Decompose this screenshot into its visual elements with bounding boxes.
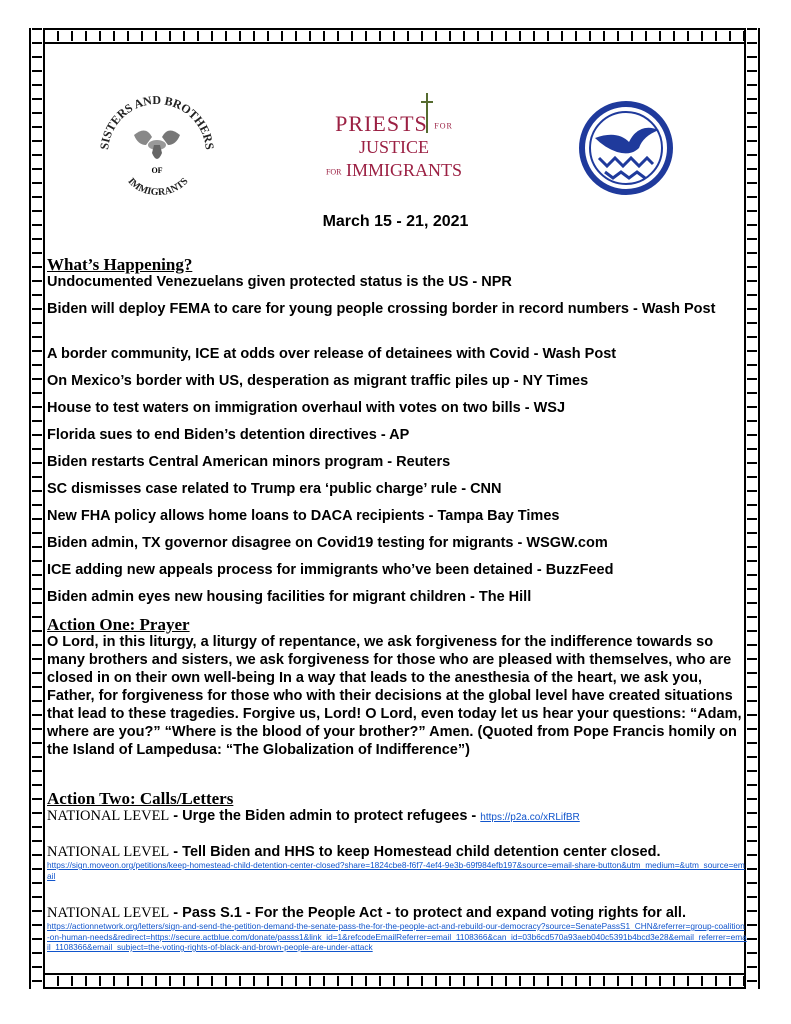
news-item[interactable]: Biden will deploy FEMA to care for young people crossing border in record numbers - Wash Post <box>47 301 716 317</box>
homestead-petition-link[interactable]: https://sign.moveon.org/petitions/keep-homestead-child-detention-center-closed?share=1824cbe8-f6f7-4ef4-9e3b-69f984efb197&source=email-share-button&utm_medium=&utm_source=email <box>47 860 745 881</box>
call-link[interactable]: https://p2a.co/xRLifBR <box>480 812 580 823</box>
priests-for-justice-logo <box>316 93 472 188</box>
news-item[interactable]: Undocumented Venezuelans given protected status is the US - NPR <box>47 274 512 290</box>
news-item[interactable]: Biden admin eyes new housing facilities for migrant children - The Hill <box>47 589 532 605</box>
logo2-line2: JUSTICE <box>358 137 429 157</box>
logo1-text-bottom: IMMIGRANTS <box>125 175 191 195</box>
logo2-for1: FOR <box>434 121 453 131</box>
hands-circle-icon <box>94 95 220 195</box>
logo1-text-top: SISTERS AND BROTHERS <box>97 95 217 151</box>
action-one-heading: Action One: Prayer <box>47 615 190 634</box>
svg-text:IMMIGRANTS <box>126 176 191 195</box>
logo2-for2: FOR <box>325 167 342 177</box>
voting-rights-petition-link[interactable]: https://actionnetwork.org/letters/sign-and-send-the-petition-demand-the-senate-pass-the-for-the-people-act-and-rebuild-our-democracy?source=SenatePassS1_CHN&referrer=group-coalition-on-human-needs&redirect=https://secure.actblue.com/donate/passs1&link_id=1&refcodeEmailReferrer=email_1108366&can_id=03b6cd570a93aeb040c5391b4bcd3e28&email_referrer=email_1108366&email_subject=the-voting-rights-of-black-and-brown-people-are-under-attack <box>47 921 747 952</box>
call-level: NATIONAL LEVEL <box>47 808 170 824</box>
news-item[interactable]: ICE adding new appeals process for immigrants who’ve been detained - BuzzFeed <box>47 562 614 578</box>
border-bottom <box>29 973 760 989</box>
dove-globe-logo <box>577 100 675 196</box>
date-range: March 15 - 21, 2021 <box>322 213 469 230</box>
border-top <box>29 28 760 44</box>
call-text: Urge the Biden admin to protect refugees - <box>182 808 477 824</box>
news-item[interactable]: On Mexico’s border with US, desperation as migrant traffic piles up - NY Times <box>47 373 589 389</box>
call-text: Tell Biden and HHS to keep Homestead child detention center closed. <box>182 844 661 860</box>
logo2-line3: IMMIGRANTS <box>346 160 463 180</box>
prayer-text: O Lord, in this liturgy, a liturgy of repentance, we ask forgiveness for the indifference towards so many brothers and sisters, we ask forgiveness for those who are pleased with themselves, who are closed in on their own well-being In a way that leads to the anesthesia of the heart, we ask you, Father, for forgiveness for those who with their decisions at the global level have created situations that lead to these tragedies. Forgive us, Lord! O Lord, even today let us hear your questions: “Adam, where are you?” “Where is the blood of your brother?” Amen. (Quoted from Pope Francis homily on the Island of Lampedusa: “The Globalization of Indifference”) <box>47 634 742 758</box>
news-item[interactable]: A border community, ICE at odds over release of detainees with Covid - Wash Post <box>47 346 617 362</box>
call-text: Pass S.1 - For the People Act - to protect and expand voting rights for all. <box>182 905 686 921</box>
news-item[interactable]: New FHA policy allows home loans to DACA recipients - Tampa Bay Times <box>47 508 560 524</box>
news-item[interactable]: Florida sues to end Biden’s detention directives - AP <box>47 427 410 443</box>
news-item[interactable]: Biden admin, TX governor disagree on Covid19 testing for migrants - WSGW.com <box>47 535 608 551</box>
call-level: NATIONAL LEVEL <box>47 905 170 921</box>
whats-happening-heading: What’s Happening? <box>47 255 193 274</box>
call-level: NATIONAL LEVEL <box>47 844 170 860</box>
news-item[interactable]: House to test waters on immigration overhaul with votes on two bills - WSJ <box>47 400 566 416</box>
call-item-voting-rights: NATIONAL LEVEL - Pass S.1 - For the People Act - to protect and expand voting rights for all. <box>47 905 686 921</box>
dove-globe-icon <box>577 100 675 196</box>
logo2-line1: PRIESTS <box>335 111 428 136</box>
call-item-refugees: NATIONAL LEVEL - Urge the Biden admin to protect refugees - https://p2a.co/xRLifBR <box>47 808 580 824</box>
sisters-brothers-logo <box>94 95 220 195</box>
border-left <box>29 28 45 989</box>
logo1-text-of: OF <box>151 166 163 175</box>
call-item-homestead: NATIONAL LEVEL - Tell Biden and HHS to keep Homestead child detention center closed. <box>47 844 661 860</box>
action-two-heading: Action Two: Calls/Letters <box>47 789 234 808</box>
news-item[interactable]: Biden restarts Central American minors program - Reuters <box>47 454 451 470</box>
news-item[interactable]: SC dismisses case related to Trump era ‘public charge’ rule - CNN <box>47 481 502 497</box>
